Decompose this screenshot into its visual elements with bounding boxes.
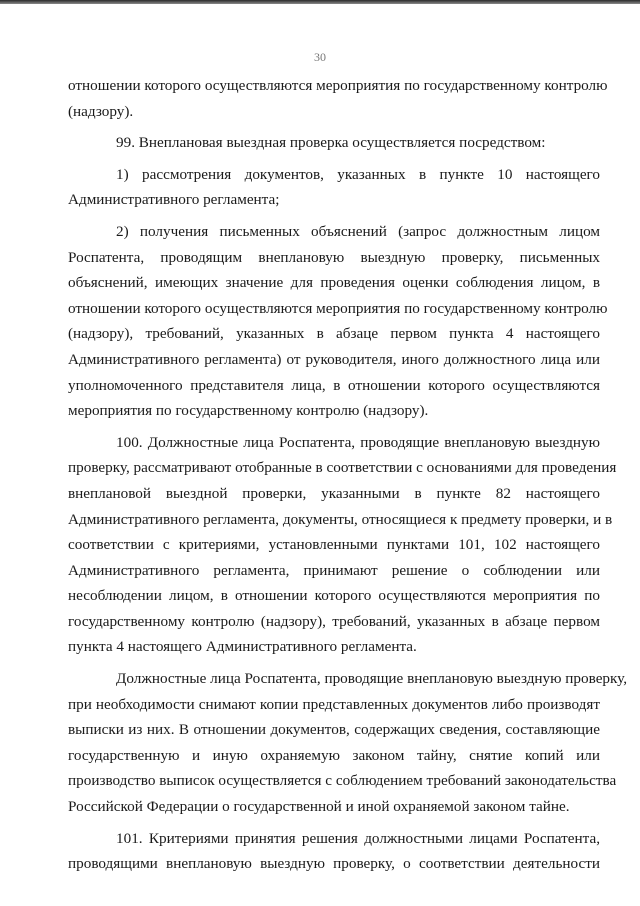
text-line: уполномоченного представителя лица, в отношении которого осуществляются [68, 376, 600, 394]
text-line: отношении которого осуществляются мероприятия по государственному контролю [68, 299, 608, 317]
text-line: Административного регламента, принимают решение о соблюдении или [68, 561, 600, 579]
text-line: отношении которого осуществляются мероприятия по государственному контролю [68, 77, 608, 94]
text-line: 1) рассмотрения документов, указанных в пункте 10 настоящего [116, 165, 600, 183]
text-line: государственному контролю (надзору), требований, указанных в абзаце первом [68, 612, 600, 630]
paragraph-100-part-2 [68, 666, 628, 820]
text-line: Роспатента, проводящим внеплановую выездную проверку, письменных [68, 248, 600, 266]
text-line: выписки из них. В отношении документов, содержащих сведения, составляющие [68, 721, 600, 739]
paragraph-100 [68, 430, 617, 660]
text-line: при необходимости снимают копии представленных документов либо производят [68, 695, 600, 713]
text-line: производство выписок осуществляется с соблюдением требований законодательства [68, 772, 617, 790]
text-line: проверку, рассматривают отобранные в соответствии с основаниями для проведения [68, 459, 617, 477]
text-line: (надзору), требований, указанных в абзаце первом пункта 4 настоящего [68, 325, 600, 343]
text-line: Административного регламента; [68, 191, 280, 209]
text-line: 101. Критериями принятия решения должностными лицами Роспатента, [116, 829, 600, 847]
paragraph-99-item-1 [68, 162, 600, 213]
text-line: объяснений, имеющих значение для проведения оценки соблюдения лицом, в [68, 274, 600, 292]
paragraph-continuation [68, 73, 608, 124]
text-line: государственную и иную охраняемую законом тайну, снятие копий или [68, 746, 600, 764]
text-line: пункта 4 настоящего Административного регламента. [68, 638, 417, 656]
text-line: Административного регламента) от руководителя, иного должностного лица или [68, 350, 600, 368]
text-line: (надзору). [68, 102, 134, 120]
text-line: Должностные лица Роспатента, проводящие внеплановую выездную проверку, [116, 670, 628, 688]
text-line: Административного регламента, документы, относящиеся к предмету проверки, и в [68, 510, 613, 528]
text-line: 99. Внеплановая выездная проверка осуществляется посредством: [116, 134, 546, 152]
text-line: несоблюдении лицом, в отношении которого осуществляются мероприятия по [68, 587, 600, 605]
text-line: 100. Должностные лица Роспатента, проводящие внеплановую выездную [116, 433, 600, 451]
paragraph-99-item-2 [68, 219, 608, 424]
text-line: соответствии с критериями, установленными пунктами 101, 102 настоящего [68, 536, 600, 554]
text-line: внеплановой выездной проверки, указанными в пункте 82 настоящего [68, 484, 600, 502]
page-number: 30 [314, 50, 326, 64]
paragraph-99 [68, 130, 600, 156]
text-line: мероприятия по государственному контролю (надзору). [68, 402, 429, 420]
text-line: Российской Федерации о государственной и иной охраняемой законом тайне. [68, 798, 570, 816]
document-body [68, 73, 628, 877]
text-line: проводящими внеплановую выездную проверку, о соответствии деятельности [68, 855, 600, 873]
paragraph-101 [68, 826, 600, 877]
scan-top-edge [0, 0, 640, 4]
text-line: 2) получения письменных объяснений (запрос должностным лицом [116, 222, 600, 240]
